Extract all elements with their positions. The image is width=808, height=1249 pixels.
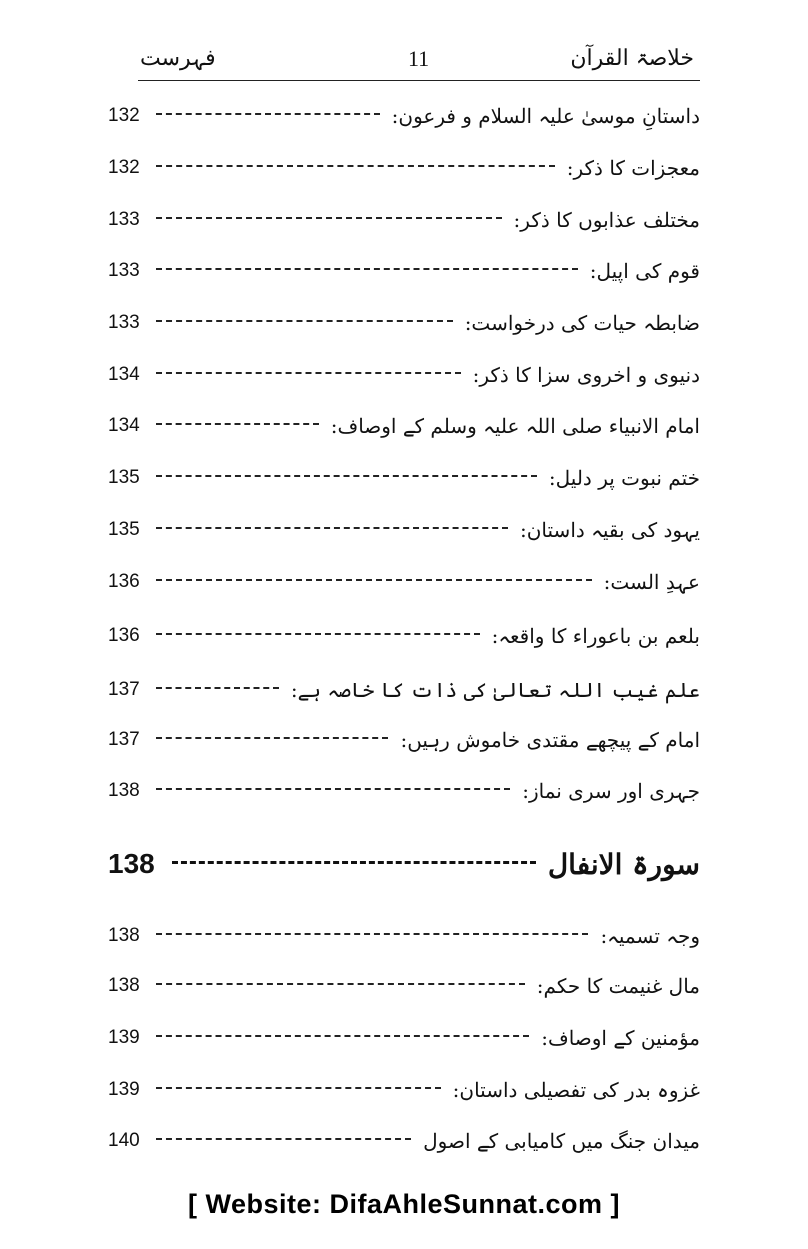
toc-entry-title: ضابطہ حیات کی درخواست: [464, 311, 700, 335]
section-heading [108, 838, 700, 890]
toc-entry-title: مختلف عذابوں کا ذکر: [513, 208, 700, 232]
toc-entry-title: بلعم بن باعوراء کا واقعہ: [491, 624, 700, 648]
dotted-leader [156, 217, 502, 219]
toc-entry [108, 96, 700, 136]
toc-entry [108, 1070, 700, 1110]
toc-entry-title: غزوہ بدر کی تفصیلی داستان: [452, 1078, 700, 1102]
page-header [138, 44, 700, 81]
toc-entry-title: مؤمنین کے اوصاف: [541, 1026, 700, 1050]
dotted-leader [156, 1035, 529, 1037]
toc-entry-title: امام کے پیچھے مقتدی خاموش رہیں: [400, 728, 700, 752]
dotted-leader [172, 861, 536, 864]
toc-entry-title: وجہ تسمیہ: [600, 924, 700, 948]
toc-entry [108, 670, 700, 710]
section-heading-page: 138 [108, 848, 155, 879]
dotted-leader [156, 320, 453, 322]
toc-entry [108, 406, 700, 446]
dotted-leader [156, 1138, 411, 1140]
toc-entry-title: امام الانبیاء صلی اللہ علیہ وسلم کے اوصاف: [330, 414, 700, 438]
dotted-leader [156, 687, 279, 689]
toc-entry-page: 139 [108, 1027, 140, 1048]
dotted-leader [156, 113, 380, 115]
page-number: 11 [408, 46, 430, 71]
dotted-leader [156, 633, 480, 635]
toc-entry-page: 138 [108, 975, 140, 996]
toc-entry-title: ختم نبوت پر دلیل: [548, 466, 700, 490]
toc-entry-page: 134 [108, 364, 140, 385]
toc-entry [108, 771, 700, 811]
toc-entry-page: 136 [108, 625, 140, 646]
dotted-leader [156, 579, 592, 581]
toc-entry-page: 133 [108, 312, 140, 333]
toc-entry-title: دنیوی و اخروی سزا کا ذکر: [472, 363, 700, 387]
toc-entry-page: 138 [108, 925, 140, 946]
dotted-leader [156, 475, 537, 477]
toc-entry [108, 148, 700, 188]
toc-entry [108, 916, 700, 956]
toc-entry-title: داستانِ موسیٰ علیہ السلام و فرعون: [391, 104, 700, 128]
toc-entry-page: 138 [108, 780, 140, 801]
book-title: خلاصۃ القرآن [570, 46, 694, 71]
toc-entry-title: قوم کی اپیل: [589, 259, 700, 283]
toc-entry-page: 133 [108, 260, 140, 281]
toc-entry-page: 139 [108, 1079, 140, 1100]
toc-entry-page: 135 [108, 467, 140, 488]
toc-entry-title: علم غیب اللہ تعالیٰ کی ذات کا خاصہ ہے: [290, 678, 700, 702]
toc-entry [108, 355, 700, 395]
dotted-leader [156, 933, 588, 935]
toc-entry [108, 562, 700, 602]
section-heading-title: سورۃ الانفال [547, 847, 700, 881]
toc-entry [108, 616, 700, 656]
toc-entry [108, 458, 700, 498]
toc-entry-title: عہدِ الست: [603, 570, 700, 594]
toc-entry-title: مال غنیمت کا حکم: [536, 974, 700, 998]
toc-entry [108, 1018, 700, 1058]
toc-entry-title: یہود کی بقیہ داستان: [520, 518, 700, 542]
dotted-leader [156, 983, 525, 985]
toc-entry [108, 966, 700, 1006]
toc-entry-page: 134 [108, 415, 140, 436]
dotted-leader [156, 788, 510, 790]
dotted-leader [156, 737, 388, 739]
toc-entry-title: میدان جنگ میں کامیابی کے اصول [423, 1129, 700, 1153]
toc-entry [108, 510, 700, 550]
website-footer: [ Website: DifaAhleSunnat.com ] [187, 1189, 621, 1219]
toc-entry [108, 720, 700, 760]
toc-entry [108, 200, 700, 240]
toc-entry-title: معجزات کا ذکر: [566, 156, 700, 180]
toc-entry-page: 137 [108, 679, 140, 700]
dotted-leader [156, 372, 461, 374]
dotted-leader [156, 1087, 441, 1089]
dotted-leader [156, 165, 555, 167]
toc-entry-page: 140 [108, 1130, 140, 1151]
toc-entry-page: 135 [108, 519, 140, 540]
toc-entry-page: 136 [108, 571, 140, 592]
section-label: فہرست [140, 46, 216, 71]
toc-entry-title: جہری اور سری نماز: [522, 779, 700, 803]
toc-entry-page: 132 [108, 105, 140, 126]
toc-entry-page: 132 [108, 157, 140, 178]
toc-entry [108, 303, 700, 343]
toc-entry [108, 251, 700, 291]
toc-entry [108, 1121, 700, 1161]
toc-entry-page: 133 [108, 209, 140, 230]
dotted-leader [156, 423, 319, 425]
toc-entry-page: 137 [108, 729, 140, 750]
dotted-leader [156, 527, 508, 529]
dotted-leader [156, 268, 578, 270]
